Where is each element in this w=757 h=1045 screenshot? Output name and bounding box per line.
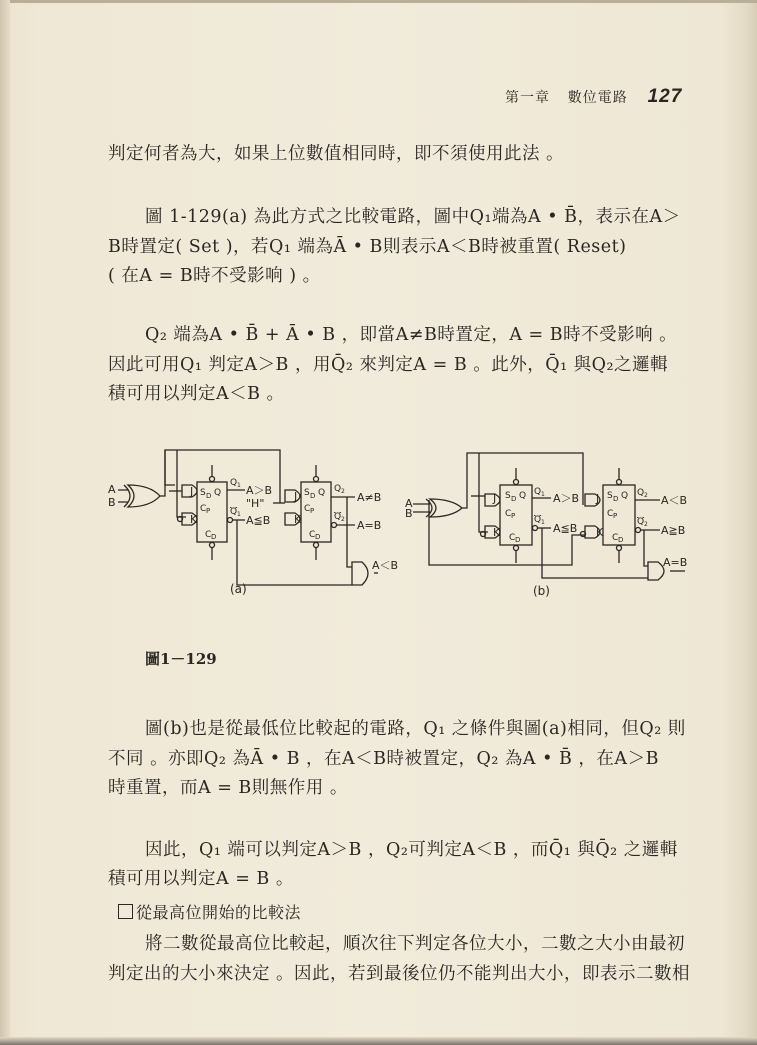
svg-text:C: C [612,533,619,543]
svg-text:D: D [515,536,521,544]
chapter-title: 數位電路 [567,90,628,106]
svg-text:2: 2 [341,488,345,495]
svg-text:D: D [315,533,321,541]
text-line: 積可用以判定A = B 。 [108,869,294,889]
text-line: 因此，Q₁ 端可以判定A＞B ，Q₂可判定A＜B ，而Q̄₁ 與Q̄₂ 之邏輯 [145,840,678,860]
svg-text:D: D [211,533,217,541]
page-top-edge [0,0,757,3]
svg-text:Q: Q [637,488,645,498]
text-line: 判定出的大小來決定 。因此，若到最後位仍不能判出大小，即表示二數相 [108,964,691,984]
subfig-b-label: (b) [533,584,550,598]
input-a: A [405,497,413,510]
label-b-a-lt-b: A＜B [661,494,688,507]
section-heading [118,900,301,923]
section-title: 從最高位開始的比較法 [136,903,302,922]
svg-text:Q: Q [519,491,527,501]
svg-text:K: K [190,513,198,526]
svg-text:Q: Q [334,512,342,522]
svg-text:Q: Q [334,484,342,494]
svg-text:2: 2 [341,516,345,523]
svg-text:J: J [596,492,600,505]
svg-text:P: P [511,512,516,520]
svg-text:Q: Q [318,488,326,498]
svg-text:S: S [505,491,511,501]
svg-text:K: K [596,526,604,539]
svg-text:C: C [200,504,207,514]
label-a-le-b: A≦B [246,514,271,527]
text-line: 圖(b)也是從最低位比較起的電路，Q₁ 之條件與圖(a)相同，但Q₂ 則 [145,719,686,739]
svg-text:D: D [613,495,619,503]
label-a-ne-b: A≠B [357,491,382,504]
svg-text:S: S [607,491,613,501]
svg-text:1: 1 [541,519,545,526]
svg-text:Q: Q [534,515,542,525]
svg-text:1: 1 [237,511,241,518]
svg-text:K: K [294,513,302,526]
svg-text:D: D [206,492,212,500]
svg-text:Q: Q [230,507,238,517]
text-line: 判定何者為大，如果上位數值相同時，即不須使用此法 。 [108,144,565,164]
svg-text:1: 1 [541,491,545,498]
page-bottom-edge [0,1037,757,1045]
text-line: ( 在A = B時不受影响 ) 。 [108,266,321,286]
svg-text:Q: Q [214,488,222,498]
svg-text:Q: Q [621,491,629,501]
svg-text:P: P [310,507,315,515]
svg-text:D: D [310,492,316,500]
circuit-b [405,453,687,598]
svg-text:D: D [618,536,624,544]
svg-text:C: C [509,533,516,543]
text-line: 因此可用Q₁ 判定A＞B ，用Q̄₂ 來判定A = B 。此外，Q̄₁ 與Q₂之邏輯 [108,355,669,375]
svg-text:C: C [304,504,311,514]
label-b-a-ge-b: A≧B [661,524,686,537]
svg-text:J: J [294,490,298,503]
checkbox-square-icon [118,904,133,919]
text-line: B時置定( Set )，若Q₁ 端為Ā • B則表示A＜B時被重置( Reset) [108,237,627,257]
svg-text:C: C [205,530,212,540]
running-header [505,86,682,108]
label-a-lt-b: A＜B [372,559,399,572]
chapter-label: 第一章 [505,90,550,106]
svg-text:J: J [493,492,497,505]
svg-text:B: B [108,496,116,509]
svg-text:C: C [505,509,512,519]
label-h: "H" [246,497,265,510]
input-b: B [405,507,413,520]
text-line: 將二數從最高位比較起，順次往下判定各位大小，二數之大小由最初 [145,934,685,954]
text-line: Q₂ 端為A • B̄ + Ā • B ，即當A≠B時置定，A = B時不受影响 。 [145,325,678,345]
circuit-a [108,450,398,596]
svg-text:Q: Q [637,517,645,527]
svg-text:J: J [190,485,194,498]
text-line: 圖 1-129(a) 為此方式之比較電路，圖中Q₁端為A • B̄，表示在A＞ [145,207,681,227]
svg-text:S: S [304,488,310,498]
text-line: 不同 。亦即Q₂ 為Ā • B ，在A＜B時被置定，Q₂ 為A • B̄ ，在A＞B [108,749,659,769]
text-line: 積可用以判定A＜B 。 [108,384,285,404]
svg-text:Q: Q [230,478,238,488]
label-b-a-le-b: A≦B [553,522,578,535]
svg-text:D: D [511,495,517,503]
svg-text:Q: Q [534,487,542,497]
svg-text:A: A [108,483,116,496]
figure-caption: 圖1－129 [145,650,217,668]
svg-text:2: 2 [644,492,648,499]
page-number: 127 [647,86,683,107]
svg-text:S: S [200,488,206,498]
label-a-gt-b: A＞B [246,484,273,497]
book-spine-edge [0,0,10,1045]
svg-text:K: K [493,526,501,539]
subfig-a-label: (a) [230,582,247,596]
label-a-eq-b: A=B [357,519,382,532]
svg-text:C: C [309,530,316,540]
text-line: 時重置，而A = B則無作用 。 [108,778,348,798]
svg-text:2: 2 [644,521,648,528]
label-b-a-gt-b: A＞B [553,492,580,505]
circuit-figure [100,445,700,605]
label-b-a-eq-b: A=B [663,556,688,569]
svg-text:P: P [206,507,211,515]
svg-text:C: C [607,509,614,519]
svg-text:P: P [613,512,618,520]
svg-text:1: 1 [237,482,241,489]
